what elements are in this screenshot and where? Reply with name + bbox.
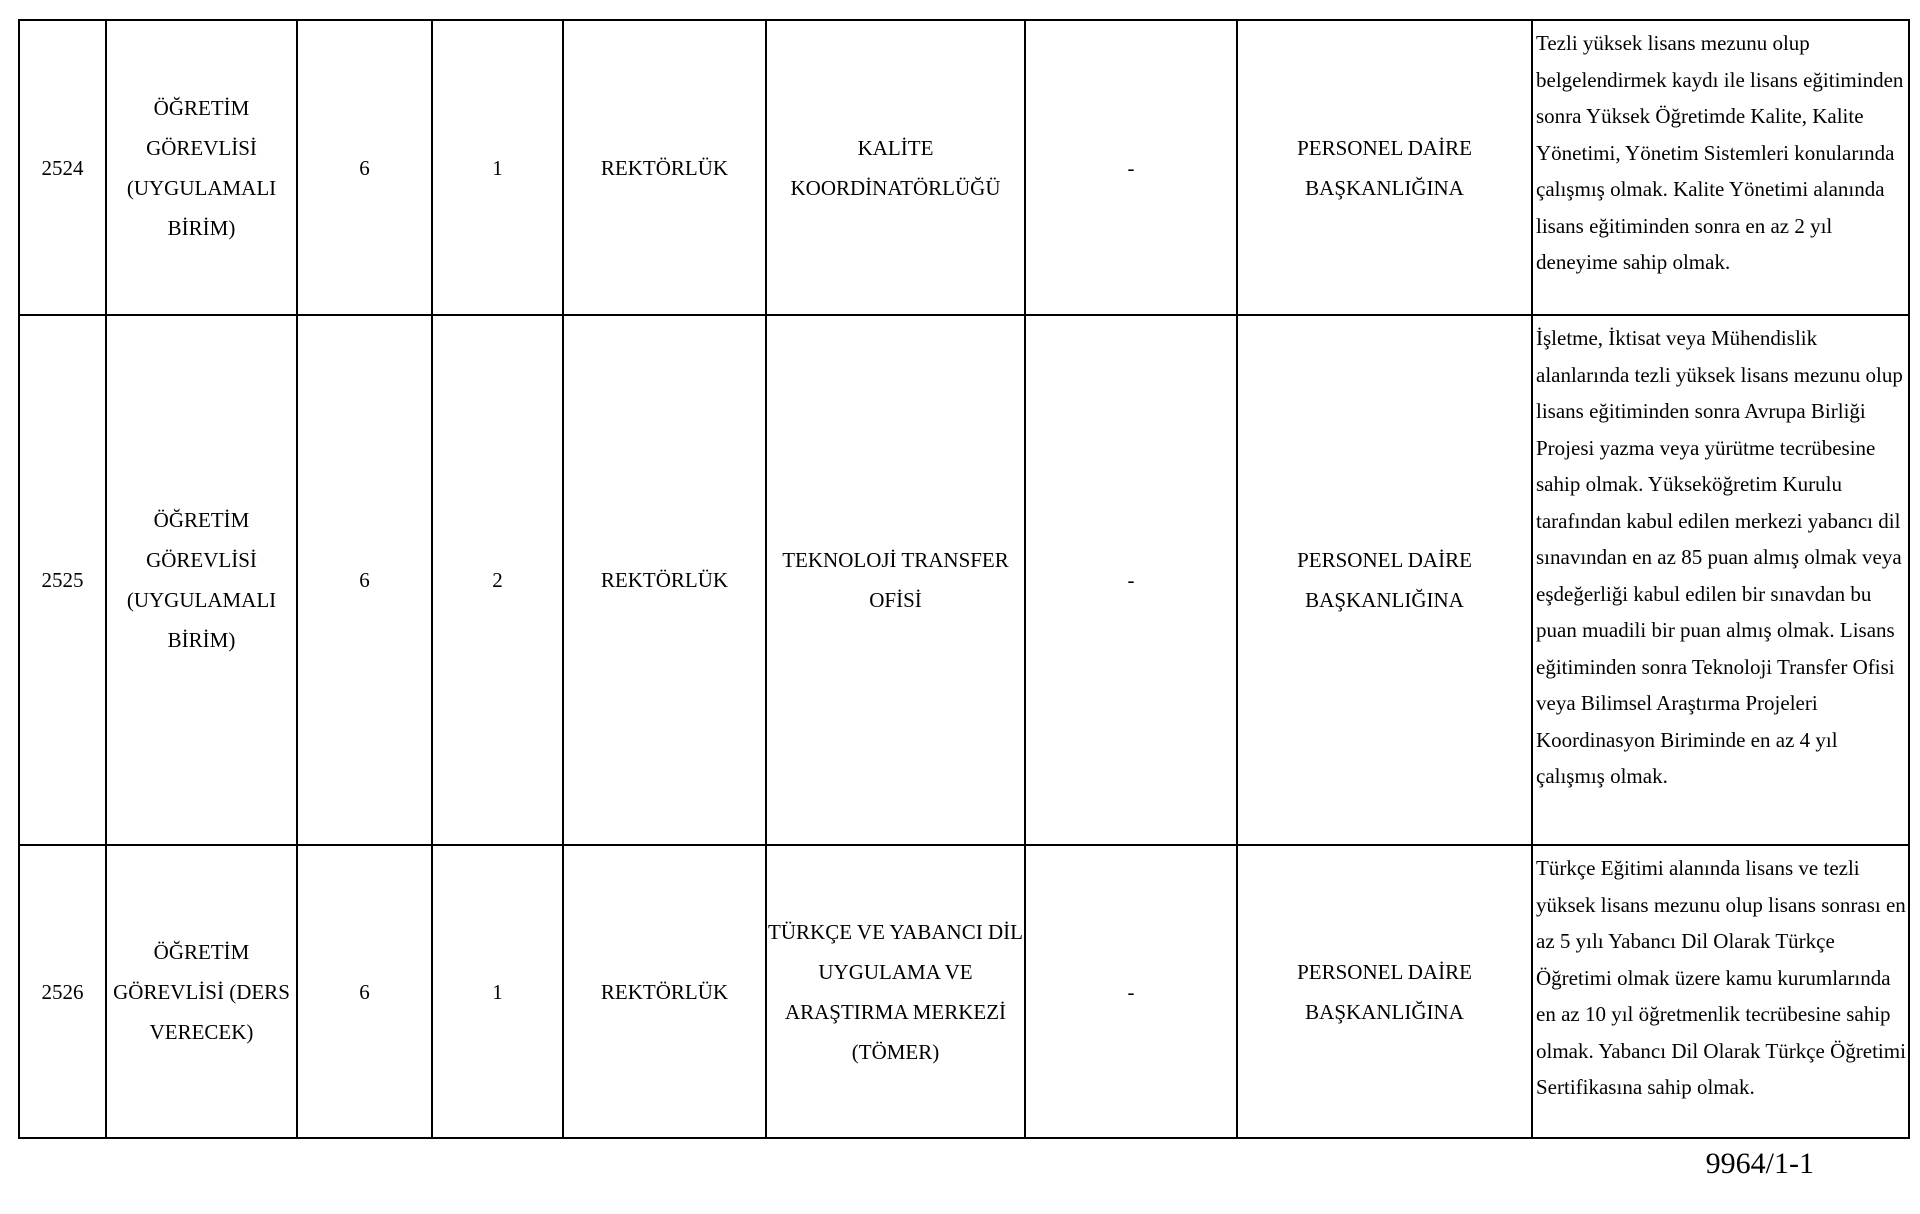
ilan-no-cell: 2524 (19, 20, 106, 315)
kadro-adedi-cell: 1 (432, 20, 563, 315)
birim-cell: REKTÖRLÜK (563, 315, 766, 845)
aranan-nitelikler-cell: Tezli yüksek lisans mezunu olup belgelendirmek kaydı ile lisans eğitiminden sonra Yüksek Öğretimde Kalite, Kalite Yönetimi, Yönetim Sistemleri konularında çalışmış olmak. Kalite Yönetimi alanında lisans eğitiminden sonra en az 2 yıl deneyime sahip olmak. (1532, 20, 1909, 315)
kadro-adedi-cell: 1 (432, 845, 563, 1138)
table-row (19, 845, 1909, 1138)
birim-cell: REKTÖRLÜK (563, 20, 766, 315)
basvuru-yeri-cell: PERSONEL DAİRE BAŞKANLIĞINA (1237, 845, 1532, 1138)
basvuru-yeri-cell: PERSONEL DAİRE BAŞKANLIĞINA (1237, 315, 1532, 845)
aranan-nitelikler-cell: İşletme, İktisat veya Mühendislik alanlarında tezli yüksek lisans mezunu olup lisans eğitiminden sonra Avrupa Birliği Projesi yazma veya yürütme tecrübesine sahip olmak. Yükseköğretim Kurulu tarafından kabul edilen merkezi yabancı dil sınavından en az 85 puan almış olmak veya eşdeğerliği kabul edilen bir sınavdan bu puan muadili bir puan almış olmak. Lisans eğitiminden sonra Teknoloji Transfer Ofisi veya Bilimsel Araştırma Projeleri Koordinasyon Biriminde en az 4 yıl çalışmış olmak. (1532, 315, 1909, 845)
birim-cell: REKTÖRLÜK (563, 845, 766, 1138)
anabilim-dali-cell: - (1025, 20, 1237, 315)
ilan-no-cell: 2525 (19, 315, 106, 845)
kadro-unvani-cell: ÖĞRETİM GÖREVLİSİ (UYGULAMALI BİRİM) (106, 20, 297, 315)
job-listings-table (18, 19, 1910, 1139)
derece-cell: 6 (297, 845, 432, 1138)
derece-cell: 6 (297, 315, 432, 845)
ilan-no-cell: 2526 (19, 845, 106, 1138)
bolum-cell: TÜRKÇE VE YABANCI DİL UYGULAMA VE ARAŞTIRMA MERKEZİ (TÖMER) (766, 845, 1025, 1138)
anabilim-dali-cell: - (1025, 315, 1237, 845)
derece-cell: 6 (297, 20, 432, 315)
aranan-nitelikler-cell: Türkçe Eğitimi alanında lisans ve tezli yüksek lisans mezunu olup lisans sonrası en az 5 yılı Yabancı Dil Olarak Türkçe Öğretimi olmak üzere kamu kurumlarında en az 10 yıl öğretmenlik tecrübesine sahip olmak. Yabancı Dil Olarak Türkçe Öğretimi Sertifikasına sahip olmak. (1532, 845, 1909, 1138)
basvuru-yeri-cell: PERSONEL DAİRE BAŞKANLIĞINA (1237, 20, 1532, 315)
table-row (19, 315, 1909, 845)
table-row (19, 20, 1909, 315)
kadro-unvani-cell: ÖĞRETİM GÖREVLİSİ (UYGULAMALI BİRİM) (106, 315, 297, 845)
page-footer-code: 9964/1-1 (1705, 1147, 1814, 1180)
kadro-unvani-cell: ÖĞRETİM GÖREVLİSİ (DERS VERECEK) (106, 845, 297, 1138)
bolum-cell: KALİTE KOORDİNATÖRLÜĞÜ (766, 20, 1025, 315)
kadro-adedi-cell: 2 (432, 315, 563, 845)
bolum-cell: TEKNOLOJİ TRANSFER OFİSİ (766, 315, 1025, 845)
anabilim-dali-cell: - (1025, 845, 1237, 1138)
